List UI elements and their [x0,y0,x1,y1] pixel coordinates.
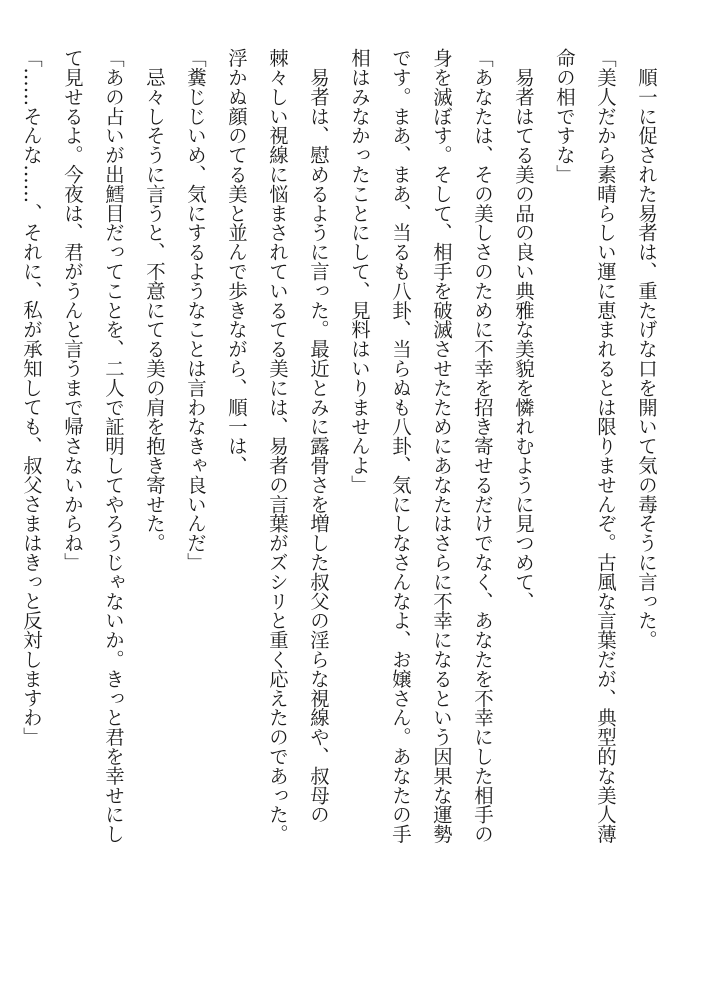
text-line-11: 浮かぬ顔のてる美と並んで歩きながら、順一は、 [225,48,248,475]
text-line-6: 身を滅ぼす。そして、相手を破滅させたためにあなたはさらに不幸になるという因果な運勢 [430,48,453,844]
text-line-8: 相はみなかったことにして、見料はいりませんよ」 [348,48,371,495]
text-line-12: 「糞じじいめ、気にするようなことは言わなきゃ良いんだ」 [184,48,207,572]
text-line-4: 易者はてる美の品の良い典雅な美貌を憐れむように見つめて、 [512,48,535,611]
text-line-2: 「美人だから素晴らしい運に恵まれるとは限りませんぞ。古風な言葉だが、典型的な美人薄 [594,48,617,844]
vertical-text-body [11,48,667,948]
text-line-15: て見せるよ。今夜は、君がうんと言うまで帰さないからね」 [61,48,84,572]
text-line-13: 忌々しそうに言うと、不意にてる美の肩を抱き寄せた。 [143,48,166,553]
text-line-3: 命の相ですな」 [553,48,576,184]
text-line-5: 「あなたは、その美しさのために不幸を招き寄せるだけでなく、あなたを不幸にした相手の [471,48,494,844]
text-line-14: 「あの占いが出鱈目だってことを、二人で証明してやろうじゃないか。きっと君を幸せにし [102,48,125,844]
text-line-1: 順一に促された易者は、重たげな口を開いて気の毒そうに言った。 [635,48,658,650]
text-line-16: 「……そんな……、それに、私が承知しても、叔父さまはきっと反対しますわ」 [20,48,43,747]
text-line-9: 易者は、慰めるように言った。最近とみに露骨さを増した叔父の淫らな視線や、叔母の [307,48,330,824]
text-line-10: 棘々しい視線に悩まされているてる美には、易者の言葉がズシリと重く応えたのであった。 [266,48,289,844]
text-line-7: です。まあ、まあ、当るも八卦、当らぬも八卦、気にしなさんなよ、お嬢さん。あなたの手 [389,48,412,844]
